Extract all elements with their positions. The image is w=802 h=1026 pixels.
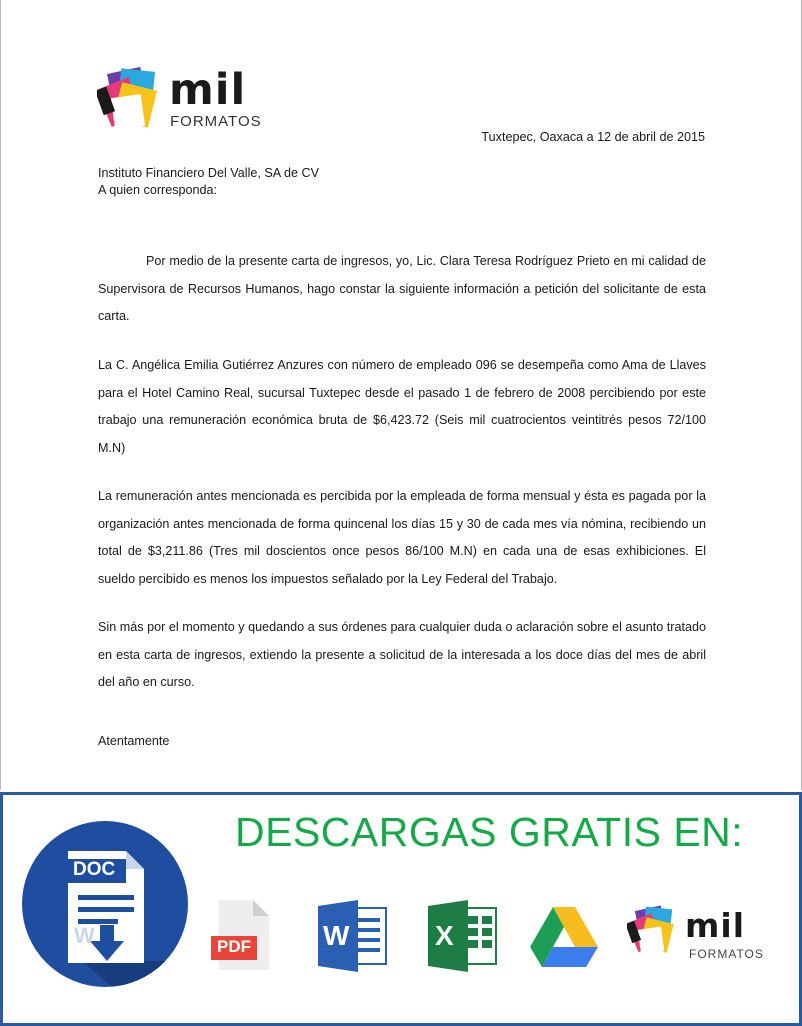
doc-label: DOC [73, 859, 116, 880]
paragraph-3: La remuneración antes mencionada es percibida por la empleada de forma mensual y ésta es pagada por la organización antes mencionada de forma quincenal los días 15 y 30 de cada mes vía nómina, recibiendo un total de $3,211.86 (Tres mil doscientos once pesos 86/100 M.N) en cada una de esas exhibiciones. El sueldo percibido es menos los impuestos señalado por la Ley Federal del Trabajo. [98, 489, 706, 586]
colorful-pages-icon [97, 66, 169, 136]
salutation: A quien corresponda: [98, 183, 218, 197]
closing: Atentamente [98, 734, 170, 748]
excel-label: X [435, 920, 454, 951]
mil-formatos-small-logo[interactable] [627, 906, 777, 980]
word-label: W [323, 920, 350, 951]
logo-subtitle: FORMATOS [170, 113, 262, 130]
mil-formatos-logo [97, 66, 277, 136]
small-logo-brand: mil [685, 906, 746, 945]
banner-title: DESCARGAS GRATIS EN: [235, 809, 744, 855]
logo-brand: mil [169, 65, 247, 115]
letter-date: Tuxtepec, Oaxaca a 12 de abril de 2015 [481, 130, 705, 144]
paragraph-2: La C. Angélica Emilia Gutiérrez Anzures con número de empleado 096 se desempeña como Ama de Llaves para el Hotel Camino Real, sucursal Tuxtepec desde el pasado 1 de febrero de 2008 percibiendo por este trabajo una remuneración económica bruta de $6,423.72 (Seis mil cuatrocientos veintitrés pesos 72/100 M.N) [98, 358, 706, 455]
small-logo-subtitle: FORMATOS [689, 947, 764, 961]
colorful-pages-small-icon [627, 904, 683, 960]
word-icon[interactable] [318, 900, 388, 977]
google-drive-icon[interactable] [530, 907, 598, 972]
paragraph-4: Sin más por el momento y quedando a sus órdenes para cualquier duda o aclaración sobre el asunto tratado en esta carta de ingresos, extiendo la presente a solicitud de la interesada a los doce días del mes de abril del año en curso. [98, 620, 706, 689]
doc-watermark-w: W [74, 923, 95, 948]
pdf-icon[interactable] [211, 900, 271, 975]
excel-icon[interactable] [428, 900, 498, 977]
pdf-label: PDF [217, 937, 251, 956]
doc-download-icon[interactable] [22, 821, 188, 987]
paragraph-1: Por medio de la presente carta de ingresos, yo, Lic. Clara Teresa Rodríguez Prieto en mi calidad de Supervisora de Recursos Humanos, hago constar la siguiente información a petición del solicitante de esta carta. [98, 254, 706, 323]
letter-address-block [98, 165, 706, 199]
recipient: Instituto Financiero Del Valle, SA de CV [98, 166, 319, 180]
download-banner [0, 792, 802, 1026]
